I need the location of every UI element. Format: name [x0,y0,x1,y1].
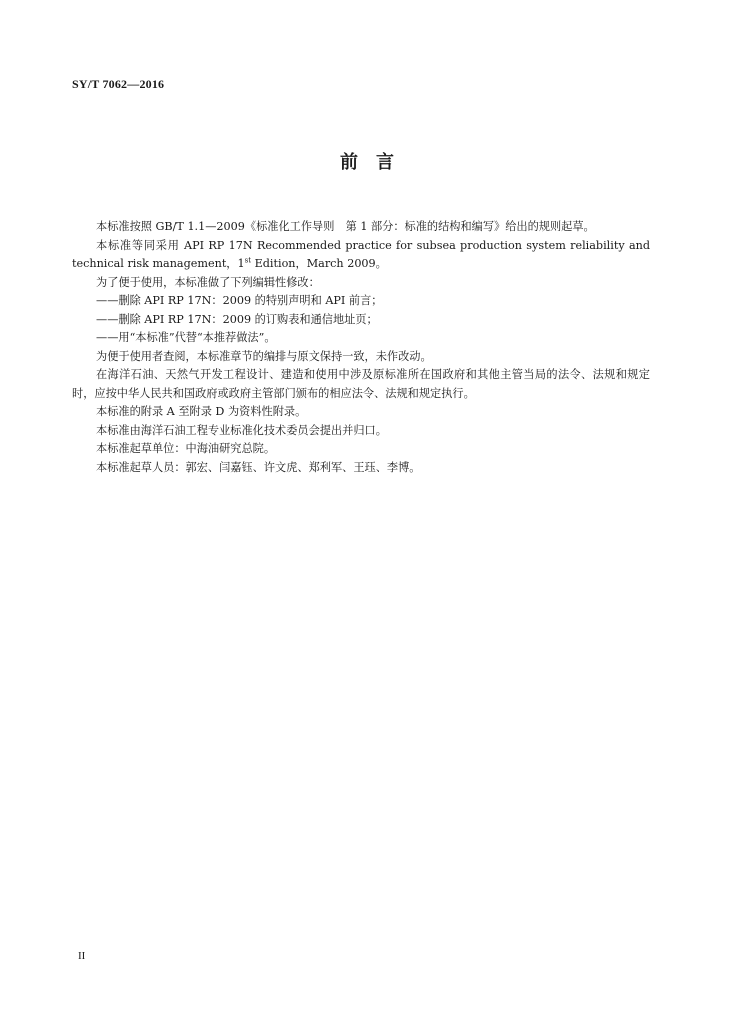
page-title: 前 言 [340,152,394,173]
adoption-text: 本标准等同采用 API RP 17N Recommended practice for subsea production system reliability and technical risk management， [72,238,650,270]
paragraph-proposer: 本标准由海洋石油工程专业标准化技术委员会提出并归口。 [96,423,387,437]
edition-ordinal-suffix: st [244,256,252,265]
page-number: II [78,950,86,962]
paragraph-structure: 为便于使用者查阅，本标准章节的编排与原文保持一致，未作改动。 [96,349,432,363]
edition-date: Edition，March 2009。 [251,257,387,270]
paragraph-adoption [72,237,650,274]
standard-code: SY/T 7062—2016 [72,77,165,91]
paragraph-editorial-intro: 为了便于使用，本标准做了下列编辑性修改： [96,275,320,289]
list-item: ——用“本标准”代替“本推荐做法”。 [96,331,276,344]
list-item: ——删除 API RP 17N：2009 的特别声明和 API 前言； [96,294,383,307]
list-item: ——删除 API RP 17N：2009 的订购表和通信地址页； [96,312,378,326]
foreword-body [72,218,650,477]
edition-number: 1 [237,257,245,270]
paragraph-drafting-rules: 本标准按照 GB/T 1.1—2009《标准化工作导则 第 1 部分：标准的结构和编写》给出的规则起草。 [96,220,595,233]
paragraph-annexes: 本标准的附录 A 至附录 D 为资料性附录。 [96,405,307,418]
paragraph-regulations: 在海洋石油、天然气开发工程设计、建造和使用中涉及原标准所在国政府和其他主管当局的法令、法规和规定时，应按中华人民共和国政府或政府主管部门颁布的相应法令、法规和规定执行。 [72,368,650,400]
paragraph-drafters: 本标准起草人员：郭宏、闫嘉钰、许文虎、郑利军、王珏、李博。 [96,460,421,474]
paragraph-drafting-unit: 本标准起草单位：中海油研究总院。 [96,442,276,455]
